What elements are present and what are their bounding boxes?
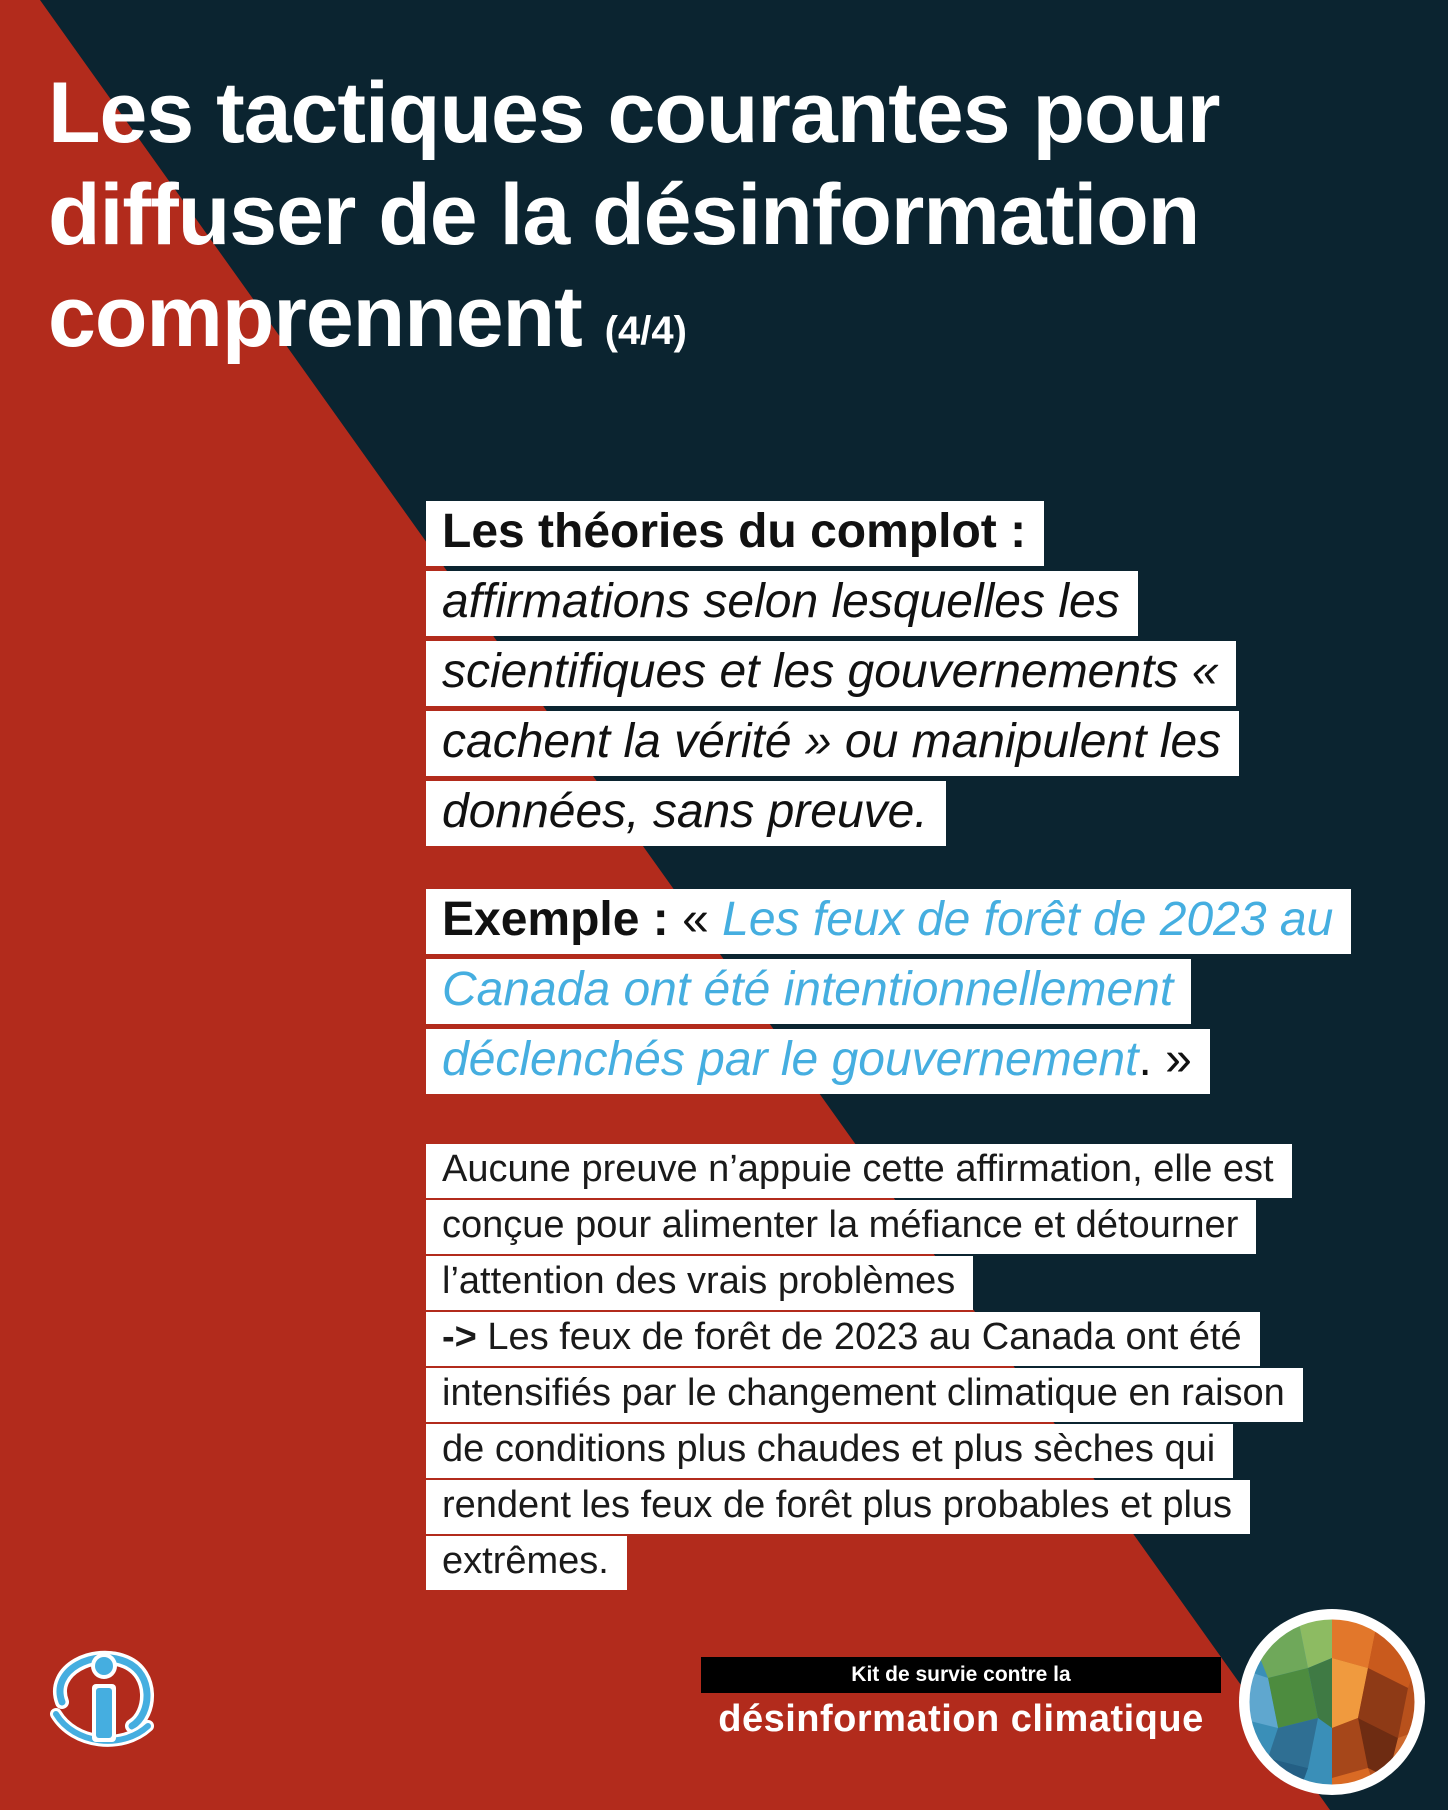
title-line-1: Les tactiques courantes pour [48, 65, 1220, 161]
title-line-2: diffuser de la désinformation [48, 167, 1200, 263]
example-label: Exemple : [442, 893, 669, 946]
example-highlight [426, 889, 1351, 1094]
page-title [48, 62, 1408, 382]
definition-text: affirmations selon lesquelles les scientifiques et les gouvernements « cachent la vérité » ou manipulent les données, sans preuve. [442, 575, 1222, 838]
example-card [426, 885, 1346, 1095]
explanation-highlight [426, 1144, 1303, 1590]
title-line-3 [48, 266, 1408, 382]
arrow-icon: -> [442, 1316, 477, 1358]
explanation-intro: Aucune preuve n’appuie cette affirmation, elle est conçue pour alimenter la méfiance et détourner l’attention des vrais problèmes [442, 1148, 1274, 1302]
info-i-logo-icon [44, 1640, 164, 1760]
example-quote: Les feux de forêt de 2023 au Canada ont été intentionnellement déclenchés par le gouvernement [442, 893, 1334, 1086]
page-counter: (4/4) [604, 309, 687, 353]
explanation-card [426, 1141, 1306, 1589]
explanation-fact: Les feux de forêt de 2023 au Canada ont été intensifiés par le changement climatique en raison de conditions plus chaudes et plus sèches qui rendent les feux de forêt plus probables et plus extrêmes. [442, 1316, 1285, 1582]
example-close-quote: . » [1138, 1033, 1192, 1086]
example-open-quote: « [682, 893, 709, 946]
kit-title-bottom: désinformation climatique [718, 1698, 1204, 1740]
kit-title-top: Kit de survie contre la [701, 1657, 1221, 1693]
low-poly-globe-icon [1238, 1608, 1426, 1796]
definition-highlight [426, 501, 1239, 846]
definition-card [426, 497, 1346, 847]
title-line-3-text: comprennent [48, 269, 582, 365]
definition-label: Les théories du complot : [442, 505, 1027, 558]
